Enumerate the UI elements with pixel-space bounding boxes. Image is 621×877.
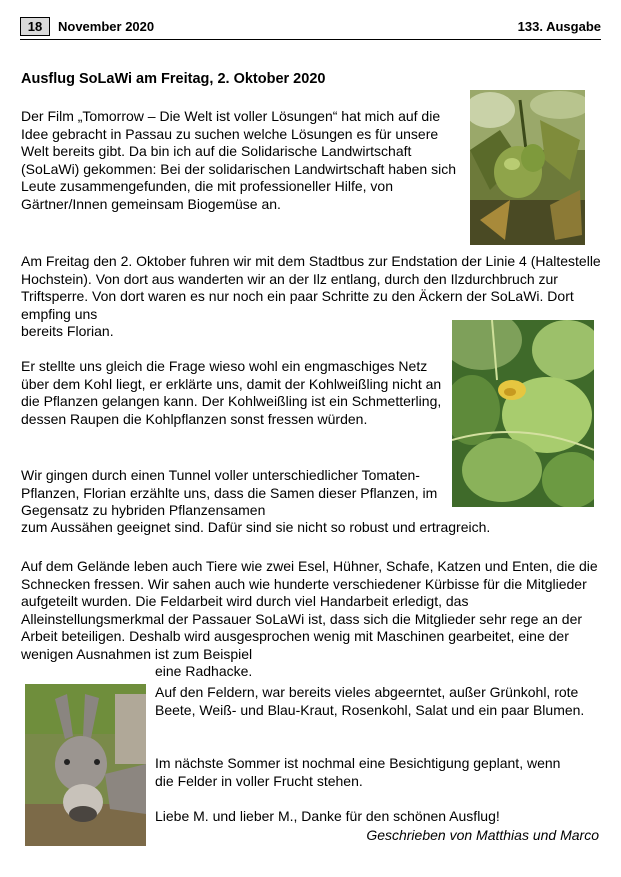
paragraph-thanks: Liebe M. und lieber M., Danke für den schönen Ausflug! bbox=[155, 808, 500, 824]
paragraph-tomatoes: Wir gingen durch einen Tunnel voller unterschiedlicher Tomaten-Pflanzen, Florian erzählte uns, dass die Samen dieser Pflanzen, im Gegensatz zu hybriden Pflanzensamen bbox=[21, 467, 438, 518]
paragraph-intro: Der Film „Tomorrow – Die Welt ist voller Lösungen“ hat mich auf die Idee gebracht in Passau zu suchen welche Lösungen es für unsere Welt bereits gibt. Da bin ich auf die Solidarische Landwirtschaft (SoLaWi) gekommen: Bei der solidarischen Landwirtschaft haben sich Leute zusammengefunden, die mit professioneller Hilfe, von Gärtner/Innen gemeinsam Biogemüse an. bbox=[21, 108, 456, 212]
page-number: 18 bbox=[20, 17, 50, 36]
paragraph-fields: Auf den Feldern, war bereits vieles abgeerntet, außer Grünkohl, rote Beete, Weiß- und Blau-Kraut, Rosenkohl, Salat und ein paar Blumen. bbox=[155, 684, 585, 718]
donkey-image bbox=[25, 684, 146, 846]
issue-date: November 2020 bbox=[58, 19, 155, 34]
page-header bbox=[20, 17, 601, 40]
article-title: Ausflug SoLaWi am Freitag, 2. Oktober 2020 bbox=[21, 71, 326, 87]
paragraph-trip-end: bereits Florian. bbox=[21, 323, 114, 339]
paragraph-animals-end: eine Radhacke. bbox=[155, 663, 253, 679]
pumpkin-leaves-image bbox=[452, 320, 594, 507]
issue-number: 133. Ausgabe bbox=[517, 19, 601, 34]
tomato-image bbox=[470, 90, 585, 245]
donkey-photo bbox=[25, 684, 146, 846]
paragraph-next-summer: Im nächste Sommer ist nochmal eine Besichtigung geplant, wenn die Felder in voller Frucht stehen. bbox=[155, 755, 561, 789]
paragraph-tomatoes-end: zum Aussähen geeignet sind. Dafür sind sie nicht so robust und ertragreich. bbox=[21, 519, 491, 535]
paragraph-cabbage: Er stellte uns gleich die Frage wieso wohl ein engmaschiges Netz über dem Kohl liegt, er erklärte uns, damit der Kohlweißling nicht an die Pflanzen gelangen kann. Der Kohlweißling ist ein Schmetterling, dessen Raupen die Kohlpflanzen sonst fressen würden. bbox=[21, 358, 442, 427]
article-signature: Geschrieben von Matthias und Marco bbox=[366, 827, 599, 843]
paragraph-animals: Auf dem Gelände leben auch Tiere wie zwei Esel, Hühner, Schafe, Katzen und Enten, die die Schnecken fressen. Wir sahen auch wie hunderte verschiedener Kürbisse für die Mitglieder aufgeteilt wurden. Die Feldarbeit wird durch viel Handarbeit erledigt, das Alleinstellungsmerkmal der Passauer SoLaWi ist, dass sich die Mitglieder sehr rege an der Arbeit beteiligen. Deshalb wird ausgesprochen wenig mit Maschinen gearbeitet, eine der wenigen Ausnahmen ist zum Beispiel bbox=[21, 558, 598, 662]
paragraph-trip: Am Freitag den 2. Oktober fuhren wir mit dem Stadtbus zur Endstation der Linie 4 (Haltestelle Hochstein). Von dort aus wanderten wir an der Ilz entlang, durch den Ilzdurchbruch zur Triftsperre. Von dort waren es nur noch ein paar Schritte zu den Äckern der SoLaWi. Dort empfing uns bbox=[21, 253, 601, 322]
tomato-photo bbox=[470, 90, 585, 245]
pumpkin-photo bbox=[452, 320, 594, 507]
